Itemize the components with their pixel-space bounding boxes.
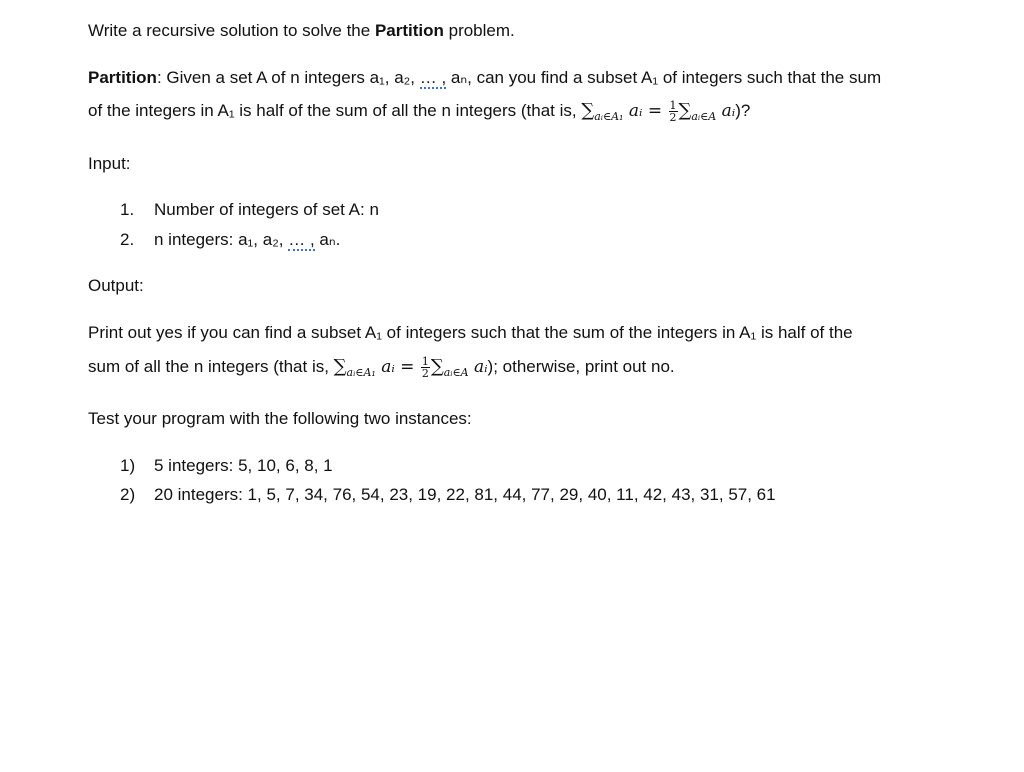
list-marker: 1)	[120, 456, 136, 475]
fraction-denominator: 2	[669, 111, 677, 124]
sum-index-all: aᵢ∈A	[443, 366, 469, 379]
list-item-ellipsis: … ,	[288, 230, 315, 249]
test-heading: Test your program with the following two instances:	[88, 409, 472, 428]
half-fraction	[421, 356, 430, 379]
output-line2-end: ); otherwise, print out no.	[487, 357, 675, 376]
list-item-text-start: n integers: a₁, a₂,	[154, 230, 289, 249]
intro-text-end: problem.	[443, 21, 515, 40]
sigma-symbol: ∑	[678, 100, 692, 121]
definition-text: : Given a set A of n integers a₁, a₂,	[156, 68, 420, 87]
intro-sentence	[88, 20, 515, 42]
definition-line2-text: of the integers in A₁ is half of the sum of all the n integers (that is,	[88, 101, 582, 120]
list-marker: 1.	[120, 200, 135, 219]
output-line-1: Print out yes if you can find a subset A₁ of integers such that the sum of the integers in A₁ is half of the	[88, 323, 853, 342]
output-heading: Output:	[88, 276, 144, 295]
fraction-numerator: 1	[669, 99, 677, 112]
sigma-symbol: ∑	[430, 356, 444, 377]
sum-index-subset: aᵢ∈A₁	[594, 110, 624, 123]
definition-ellipsis: … ,	[419, 68, 447, 87]
fraction-denominator: 2	[421, 367, 429, 380]
definition-line-2	[88, 100, 750, 128]
term-ai: aᵢ	[721, 101, 736, 121]
list-marker: 2.	[120, 230, 135, 249]
sum-index-all: aᵢ∈A	[691, 110, 717, 123]
sum-index-subset: aᵢ∈A₁	[346, 366, 376, 379]
output-line2-text: sum of all the n integers (that is,	[88, 357, 334, 376]
input-heading: Input:	[88, 154, 131, 173]
half-fraction	[669, 100, 678, 123]
intro-bold-term: Partition	[374, 21, 444, 40]
definition-line2-end: )?	[735, 101, 751, 120]
list-item-text-end: aₙ.	[314, 230, 341, 249]
definition-label: Partition	[88, 68, 157, 87]
list-item-text: 20 integers: 1, 5, 7, 34, 76, 54, 23, 19, 22, 81, 44, 77, 29, 40, 11, 42, 43, 31, 57, 61	[154, 485, 776, 504]
output-line-2	[88, 356, 675, 384]
sigma-symbol: ∑	[333, 356, 347, 377]
list-marker: 2)	[120, 485, 136, 504]
term-ai: aᵢ	[628, 101, 643, 121]
term-ai: aᵢ	[473, 357, 488, 377]
definition-line-1	[88, 67, 881, 89]
equals-sign: =	[394, 357, 420, 377]
list-item-text: Number of integers of set A: n	[154, 200, 379, 219]
definition-text-end: aₙ, can you find a subset A₁ of integers such that the sum	[446, 68, 882, 87]
sigma-symbol: ∑	[581, 100, 595, 121]
list-item-text	[154, 229, 340, 251]
intro-text: Write a recursive solution to solve the	[88, 21, 375, 40]
fraction-numerator: 1	[421, 355, 429, 368]
output-formula	[333, 355, 488, 380]
equals-sign: =	[642, 101, 668, 121]
term-ai: aᵢ	[381, 357, 395, 377]
list-item-text: 5 integers: 5, 10, 6, 8, 1	[154, 456, 333, 475]
definition-formula	[581, 99, 736, 124]
